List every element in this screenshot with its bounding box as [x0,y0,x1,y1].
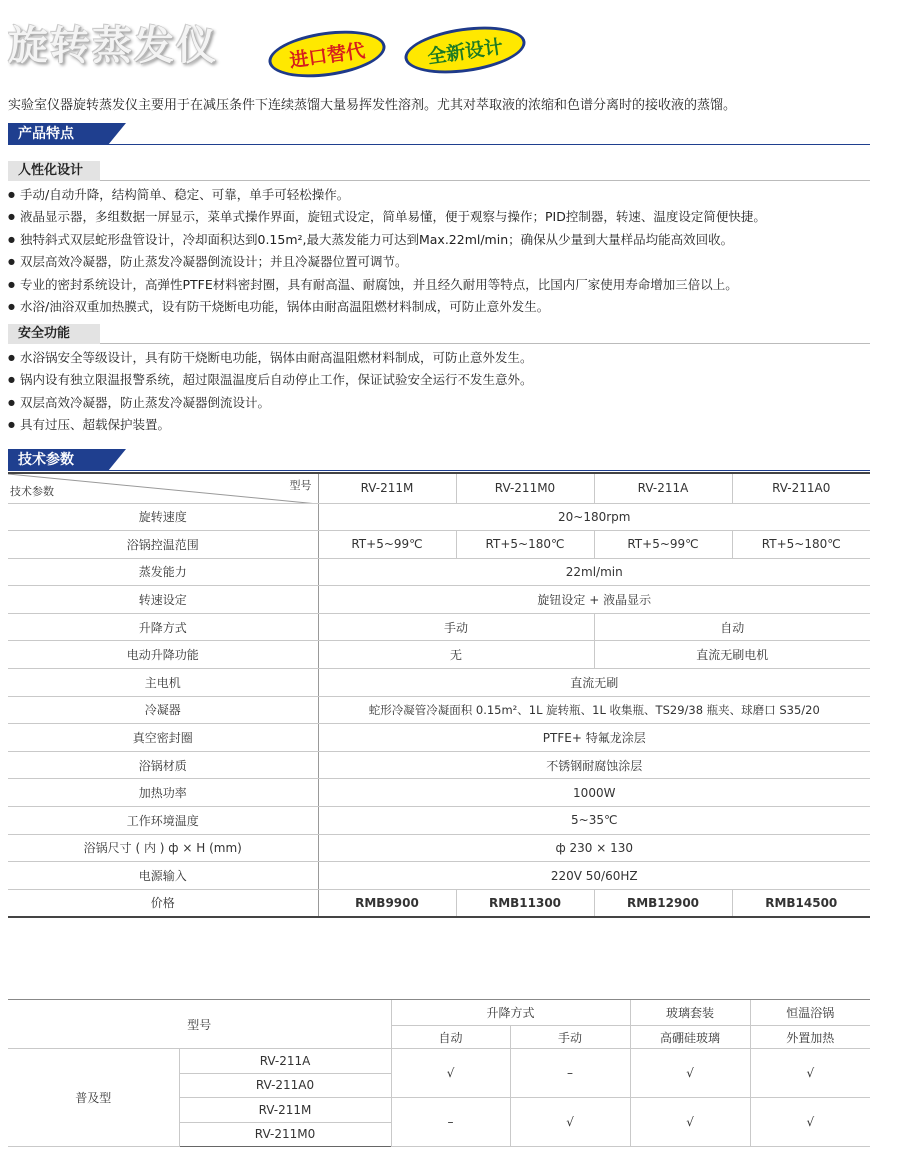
corner-param-label: 技术参数 [10,484,54,498]
row-label: 工作环境温度 [8,807,318,835]
price-value: RMB9900 [318,889,456,917]
spec-corner-cell [8,473,318,503]
row-value: 22ml/min [318,558,870,586]
table-row [8,473,870,503]
row-label: 电动升降功能 [8,641,318,669]
table-row [8,889,870,917]
manual-subheader: 手动 [510,1026,630,1049]
row-value: RT+5~99℃ [318,531,456,559]
check-cell: √ [630,1098,750,1147]
row-value: 无 [318,641,594,669]
safety-subsection-title: 安全功能 [8,324,100,344]
safety-subsection-bar [8,324,870,344]
comparison-table [8,999,870,1147]
badge-new-design: 全新设计 [402,20,529,81]
row-label: 升降方式 [8,613,318,641]
auto-subheader: 自动 [391,1026,510,1049]
list-item: ● 手动/自动升降，结构简单、稳定、可靠，单手可轻松操作。 [8,184,766,206]
row-value: 直流无刷 [318,669,870,697]
row-value: 220V 50/60HZ [318,862,870,890]
row-label: 浴锅控温范围 [8,531,318,559]
model-cell: RV-211M [179,1098,391,1123]
row-label: 真空密封圈 [8,724,318,752]
row-value: 蛇形冷凝管冷凝面积 0.15m²、1L 旋转瓶、1L 收集瓶、TS29/38 瓶夹、球磨口 S35/20 [318,696,870,724]
row-label: 冷凝器 [8,696,318,724]
bath-subheader: 外置加热 [750,1026,870,1049]
check-cell: – [391,1098,510,1147]
row-value: 20~180rpm [318,503,870,531]
humanized-list [8,184,766,318]
table-row [8,641,870,669]
bath-header: 恒温浴锅 [750,1000,870,1026]
glass-header: 玻璃套装 [630,1000,750,1026]
list-item: ● 独特斜式双层蛇形盘管设计，冷却面积达到0.15m²,最大蒸发能力可达到Max.22ml/min；确保从少量到大量样品均能高效回收。 [8,229,766,251]
table-row [8,558,870,586]
table-row [8,751,870,779]
list-item: ● 具有过压、超载保护装置。 [8,414,533,436]
row-label: 加热功率 [8,779,318,807]
check-cell: √ [750,1098,870,1147]
row-value: 1000W [318,779,870,807]
page-title: 旋转蒸发仪 [8,23,218,69]
price-value: RMB11300 [456,889,594,917]
table-row [8,724,870,752]
row-label: 价格 [8,889,318,917]
features-section-bar [8,123,870,145]
table-row [8,613,870,641]
row-value: 旋钮设定 + 液晶显示 [318,586,870,614]
row-label: 主电机 [8,669,318,697]
model-header: RV-211A0 [732,473,870,503]
table-row [8,834,870,862]
list-item: ● 液晶显示器，多组数据一屏显示，菜单式操作界面，旋钮式设定，简单易懂，便于观察与操作；PID控制器，转速、温度设定简便快捷。 [8,206,766,228]
humanized-subsection-bar [8,161,870,181]
features-section-title: 产品特点 [8,123,108,145]
price-value: RMB12900 [594,889,732,917]
row-label: 电源输入 [8,862,318,890]
table-row [8,669,870,697]
model-cell: RV-211A [179,1049,391,1074]
row-label: 旋转速度 [8,503,318,531]
row-value: 手动 [318,613,594,641]
row-label: 蒸发能力 [8,558,318,586]
model-header: RV-211A [594,473,732,503]
row-value: RT+5~180℃ [732,531,870,559]
model-cell: RV-211A0 [179,1073,391,1098]
table-row [8,503,870,531]
price-value: RMB14500 [732,889,870,917]
row-value: PTFE+ 特氟龙涂层 [318,724,870,752]
safety-list [8,347,533,437]
specs-section-title: 技术参数 [8,449,108,471]
model-cell: RV-211M0 [179,1122,391,1147]
list-item: ● 双层高效冷凝器，防止蒸发冷凝器倒流设计；并且冷凝器位置可调节。 [8,251,766,273]
row-value: 5~35℃ [318,807,870,835]
table-row [8,862,870,890]
table-row [8,586,870,614]
table-row [8,1000,870,1026]
model-header: RV-211M [318,473,456,503]
row-value: 直流无刷电机 [594,641,870,669]
humanized-subsection-title: 人性化设计 [8,161,100,181]
check-cell: √ [510,1098,630,1147]
row-label: 转速设定 [8,586,318,614]
check-cell: √ [630,1049,750,1098]
row-value: ф 230 × 130 [318,834,870,862]
list-item: ● 水浴锅安全等级设计，具有防干烧断电功能，锅体由耐高温阻燃材料制成，可防止意外发生。 [8,347,533,369]
specs-section-bar [8,449,870,471]
check-cell: – [510,1049,630,1098]
lift-header: 升降方式 [391,1000,630,1026]
spec-table [8,472,870,918]
row-value: RT+5~180℃ [456,531,594,559]
list-item: ● 锅内设有独立限温报警系统，超过限温温度后自动停止工作，保证试验安全运行不发生意外。 [8,369,533,391]
corner-model-label: 型号 [289,479,312,492]
row-label: 浴锅材质 [8,751,318,779]
row-value: 自动 [594,613,870,641]
row-value: 不锈钢耐腐蚀涂层 [318,751,870,779]
model-header: RV-211M0 [456,473,594,503]
list-item: ● 双层高效冷凝器，防止蒸发冷凝器倒流设计。 [8,392,533,414]
table-row [8,807,870,835]
row-label: 浴锅尺寸 ( 内 ) ф × H (mm) [8,834,318,862]
glass-subheader: 高硼硅玻璃 [630,1026,750,1049]
check-cell: √ [750,1049,870,1098]
diagonal-divider-icon [8,474,318,503]
list-item: ● 水浴/油浴双重加热膜式，设有防干烧断电功能，锅体由耐高温阻燃材料制成，可防止意外发生。 [8,296,766,318]
model-header: 型号 [8,1000,391,1049]
category-cell: 普及型 [8,1049,179,1147]
list-item: ● 专业的密封系统设计，高弹性PTFE材料密封圈，具有耐高温、耐腐蚀，并且经久耐用等特点，比国内厂家使用寿命增加三倍以上。 [8,274,766,296]
row-value: RT+5~99℃ [594,531,732,559]
table-row [8,531,870,559]
intro-text: 实验室仪器旋转蒸发仪主要用于在减压条件下连续蒸馏大量易挥发性溶剂。尤其对萃取液的浓缩和色谱分离时的接收液的蒸馏。 [8,98,737,113]
badge-import-substitute: 进口替代 [266,24,389,84]
table-row [8,779,870,807]
check-cell: √ [391,1049,510,1098]
table-row [8,1049,870,1074]
table-row [8,696,870,724]
